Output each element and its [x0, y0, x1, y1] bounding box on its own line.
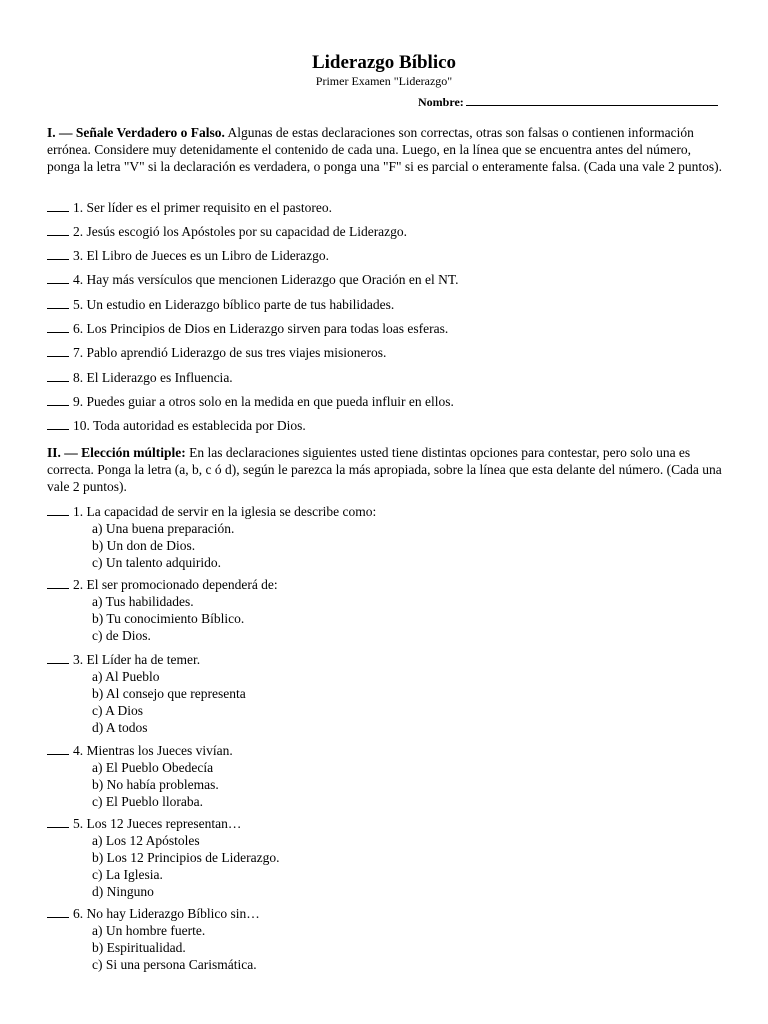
- tf-item-text: 5. Un estudio en Liderazgo bíblico parte de tus habilidades.: [73, 297, 395, 312]
- mc-option: b) Tu conocimiento Bíblico.: [92, 611, 245, 626]
- tf-item-text: 9. Puedes guiar a otros solo en la medida en que pueda influir en ellos.: [73, 394, 454, 409]
- mc-question: [47, 905, 723, 973]
- tf-item: [47, 223, 723, 240]
- name-field[interactable]: [418, 94, 724, 110]
- answer-blank[interactable]: [47, 905, 69, 918]
- mc-option: d) Ninguno: [92, 884, 154, 899]
- answer-blank[interactable]: [47, 320, 69, 333]
- mc-option: b) Espiritualidad.: [92, 940, 186, 955]
- tf-item-text: 2. Jesús escogió los Apóstoles por su capacidad de Liderazgo.: [73, 224, 408, 239]
- answer-blank[interactable]: [47, 742, 69, 755]
- tf-item-text: 4. Hay más versículos que mencionen Liderazgo que Oración en el NT.: [73, 272, 459, 287]
- mc-question-stem: 3. El Líder ha de temer.: [73, 652, 201, 667]
- mc-option: c) Si una persona Carismática.: [92, 957, 257, 972]
- mc-option: c) Un talento adquirido.: [92, 555, 221, 570]
- section-2-instructions: [47, 444, 723, 496]
- answer-blank[interactable]: [47, 223, 69, 236]
- mc-option: b) No había problemas.: [92, 777, 219, 792]
- section-1-heading: I. — Señale Verdadero o Falso.: [47, 125, 225, 140]
- mc-option: a) Los 12 Apóstoles: [92, 833, 200, 848]
- tf-item: [47, 296, 723, 313]
- mc-option: a) Tus habilidades.: [92, 594, 194, 609]
- answer-blank[interactable]: [47, 417, 69, 430]
- tf-item: [47, 344, 723, 361]
- mc-option: c) La Iglesia.: [92, 867, 163, 882]
- mc-option: a) Un hombre fuerte.: [92, 923, 206, 938]
- mc-option: d) A todos: [92, 720, 148, 735]
- tf-item-text: 6. Los Principios de Dios en Liderazgo sirven para todas loas esferas.: [73, 321, 449, 336]
- mc-option: a) Al Pueblo: [92, 669, 160, 684]
- tf-item: [47, 393, 723, 410]
- section-1-instructions: [47, 124, 723, 176]
- section-1-text: Algunas de estas declaraciones son correctas, otras son falsas o contienen información errónea. Considere muy detenidamente el contenido de cada una. Luego, en la línea que se encuentra antes del número, ponga la letra "V" si la declaración es verdadera, o ponga una "F" si es parcial o enteramente falsa. (Cada una vale 2 puntos).: [47, 125, 723, 175]
- answer-blank[interactable]: [47, 344, 69, 357]
- tf-item: [47, 369, 723, 386]
- tf-item: [47, 417, 723, 434]
- mc-question-stem: 4. Mientras los Jueces vivían.: [73, 743, 233, 758]
- tf-item-text: 7. Pablo aprendió Liderazgo de sus tres viajes misioneros.: [73, 345, 387, 360]
- tf-item: [47, 247, 723, 264]
- mc-option: c) de Dios.: [92, 628, 151, 643]
- name-label: Nombre:: [418, 95, 464, 109]
- answer-blank[interactable]: [47, 247, 69, 260]
- answer-blank[interactable]: [47, 199, 69, 212]
- answer-blank[interactable]: [47, 576, 69, 589]
- mc-option: a) El Pueblo Obedecía: [92, 760, 214, 775]
- section-2-text: En las declaraciones siguientes usted tiene distintas opciones para contestar, pero solo una es correcta. Ponga la letra (a, b, c ó d), según le parezca la más apropiada, sobre la línea que esta delante del número. (Cada una vale 2 puntos).: [47, 445, 722, 495]
- mc-question-stem: 5. Los 12 Jueces representan…: [73, 816, 242, 831]
- name-blank-line[interactable]: [466, 94, 718, 106]
- document-subtitle: Primer Examen "Liderazgo": [315, 74, 453, 88]
- mc-option: c) A Dios: [92, 703, 144, 718]
- mc-question: [47, 815, 723, 900]
- answer-blank[interactable]: [47, 271, 69, 284]
- answer-blank[interactable]: [47, 296, 69, 309]
- tf-item-text: 1. Ser líder es el primer requisito en el pastoreo.: [73, 200, 333, 215]
- tf-item: [47, 320, 723, 337]
- mc-option: a) Una buena preparación.: [92, 521, 235, 536]
- mc-question: [47, 651, 723, 736]
- answer-blank[interactable]: [47, 369, 69, 382]
- mc-option: c) El Pueblo lloraba.: [92, 794, 203, 809]
- answer-blank[interactable]: [47, 651, 69, 664]
- document-title: Liderazgo Bíblico: [311, 52, 457, 73]
- tf-item-text: 8. El Liderazgo es Influencia.: [73, 370, 233, 385]
- mc-question-stem: 1. La capacidad de servir en la iglesia se describe como:: [73, 504, 377, 519]
- mc-question: [47, 742, 723, 810]
- section-2-heading: II. — Elección múltiple:: [47, 445, 186, 460]
- answer-blank[interactable]: [47, 815, 69, 828]
- mc-question: [47, 576, 723, 644]
- mc-question: [47, 503, 723, 571]
- mc-option: b) Al consejo que representa: [92, 686, 246, 701]
- mc-option: b) Los 12 Principios de Liderazgo.: [92, 850, 280, 865]
- mc-question-stem: 2. El ser promocionado dependerá de:: [73, 577, 278, 592]
- mc-option: b) Un don de Dios.: [92, 538, 196, 553]
- tf-item: [47, 199, 723, 216]
- answer-blank[interactable]: [47, 393, 69, 406]
- tf-item: [47, 271, 723, 288]
- answer-blank[interactable]: [47, 503, 69, 516]
- tf-item-text: 10. Toda autoridad es establecida por Dios.: [73, 418, 306, 433]
- tf-item-text: 3. El Libro de Jueces es un Libro de Liderazgo.: [73, 248, 330, 263]
- mc-question-stem: 6. No hay Liderazgo Bíblico sin…: [73, 906, 260, 921]
